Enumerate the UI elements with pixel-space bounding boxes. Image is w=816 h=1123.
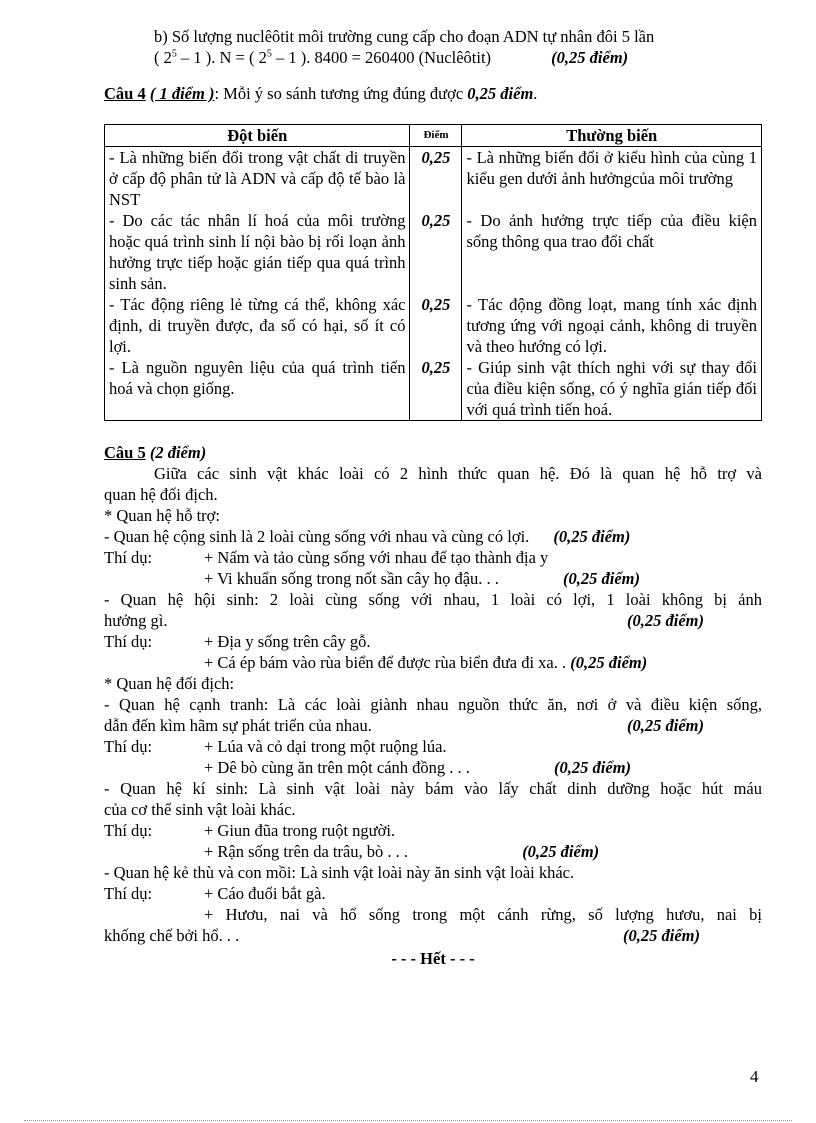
- table-row: [105, 294, 762, 357]
- header-mutation: Đột biến: [105, 125, 410, 147]
- formula-part1: ( 2: [154, 48, 172, 67]
- commensal-line-2: [104, 610, 762, 631]
- modification-cell: - Là những biến đổi ở kiểu hình của cùng 1 kiểu gen dưới ảnh hưởngcủa môi trường: [462, 147, 762, 211]
- example-text: + Nấm và tảo cùng sống với nhau để tạo thành địa y: [204, 548, 549, 567]
- mutation-cell: - Do các tác nhân lí hoá của môi trường hoặc quá trình sinh lí nội bào bị rối loạn ảnh hưởng trực tiếp hoặc gián tiếp qua quá trình sinh sản.: [105, 210, 410, 294]
- q5-intro-2: quan hệ đối địch.: [104, 485, 218, 504]
- example-text: khống chế bởi hổ. . .: [104, 926, 240, 945]
- example-label: Thí dụ:: [104, 548, 153, 567]
- q4-title: Câu 4: [104, 84, 146, 103]
- modification-cell: - Giúp sinh vật thích nghi với sự thay đổi của điều kiện sống, có ý nghĩa gián tiếp đối với quá trình tiến hoá.: [462, 357, 762, 421]
- part-b-formula: [104, 47, 762, 68]
- formula-part3: – 1 ). 8400 = 260400 (Nuclêôtit): [271, 48, 492, 67]
- score-cell: 0,25: [410, 294, 462, 357]
- score-label: (0,25 điểm): [522, 842, 600, 861]
- example-text: + Giun đũa trong ruột người.: [204, 821, 396, 840]
- predation-line: - Quan hệ kẻ thù và con mồi: Là sinh vật loài này ăn sinh vật loài khác.: [104, 863, 575, 882]
- modification-cell: - Do ảnh hưởng trực tiếp của điều kiện sống thông qua trao đổi chất: [462, 210, 762, 294]
- header-score: Điểm: [410, 125, 462, 147]
- part-b-score: (0,25 điểm): [551, 48, 629, 67]
- table-row: [105, 147, 762, 211]
- q5-intro-1: Giữa các sinh vật khác loài có 2 hình thức quan hệ. Đó là quan hệ hỗ trợ và: [154, 464, 762, 483]
- table-row: [105, 357, 762, 421]
- page-number: 4: [750, 1067, 759, 1086]
- example-row: [104, 841, 762, 862]
- example-text: + Dê bò cùng ăn trên một cánh đồng . . .: [204, 758, 470, 777]
- part-b-line1: b) Số lượng nuclêôtit môi trường cung cấp cho đoạn ADN tự nhân đôi 5 lần: [154, 27, 655, 46]
- example-row: [104, 568, 762, 589]
- q4-heading: [104, 83, 762, 104]
- example-row: [104, 652, 762, 673]
- competition-line-1: - Quan hệ cạnh tranh: Là các loài giành nhau nguồn thức ăn, nơi ở và điều kiện sống,: [104, 695, 762, 714]
- score-cell: 0,25: [410, 357, 462, 421]
- formula-part2: – 1 ). N = ( 2: [176, 48, 267, 67]
- opposing-heading: * Quan hệ đối địch:: [104, 674, 235, 693]
- example-label: Thí dụ:: [104, 821, 153, 840]
- example-row: [104, 757, 762, 778]
- example-row: [104, 631, 762, 652]
- footer-divider: [24, 1120, 792, 1121]
- predation-line-end: [104, 925, 762, 946]
- score-label: (0,25 điểm): [553, 527, 631, 546]
- commensal-line-1: - Quan hệ hội sinh: 2 loài cùng sống với nhau, 1 loài có lợi, 1 loài không bị ảnh: [104, 590, 762, 609]
- formula-exp2: 5: [266, 48, 272, 60]
- score-cell: 0,25: [410, 147, 462, 211]
- parasitism-line-1: - Quan hệ kí sinh: Là sinh vật loài này bám vào lấy chất dinh dưỡng hoặc hút máu: [104, 779, 762, 798]
- example-text: + Hươu, nai và hổ sống trong một cánh rừng, số lượng hươu, nai bị: [204, 905, 762, 924]
- mutation-cell: - Là những biến đổi trong vật chất di truyền ở cấp độ phân tử là ADN và cấp độ tế bào là NST: [105, 147, 410, 211]
- example-text: + Cá ép bám vào rùa biển để được rùa biển đưa đi xa. .: [204, 653, 567, 672]
- competition-line-2: [104, 715, 762, 736]
- document-page: [104, 26, 762, 969]
- example-text: + Cáo đuổi bắt gà.: [204, 884, 326, 903]
- q5-heading: [104, 442, 762, 463]
- example-text: + Vi khuẩn sống trong nốt sần cây họ đậu. . .: [204, 569, 499, 588]
- symbiosis-text: - Quan hệ cộng sinh là 2 loài cùng sống với nhau và cùng có lợi.: [104, 527, 530, 546]
- mutation-cell: - Là nguồn nguyên liệu của quá trình tiến hoá và chọn giống.: [105, 357, 410, 421]
- q5-points: (2 điểm): [149, 443, 207, 462]
- score-label: (0,25 điểm): [623, 926, 700, 945]
- q5-title: Câu 5: [104, 443, 146, 462]
- example-row: [104, 883, 762, 904]
- support-heading: * Quan hệ hỗ trợ:: [104, 506, 220, 525]
- q4-intro: : Mỗi ý so sánh tương ứng đúng được: [214, 84, 468, 103]
- commensal-text: hưởng gì.: [104, 611, 168, 630]
- example-row: [104, 820, 762, 841]
- score-label: (0,25 điểm): [563, 569, 640, 588]
- table-header-row: [105, 125, 762, 147]
- parasitism-line-2: của cơ thể sinh vật loài khác.: [104, 800, 296, 819]
- header-modification: Thường biến: [462, 125, 762, 147]
- example-label: Thí dụ:: [104, 737, 153, 756]
- example-text-with-score: [204, 652, 762, 673]
- example-text-with-score: [204, 757, 762, 778]
- q4-intro-score: 0,25 điểm: [467, 84, 534, 103]
- score-label: (0,25 điểm): [554, 758, 632, 777]
- q4-points: ( 1 điểm ): [149, 84, 215, 103]
- score-label: (0,25 điểm): [570, 653, 648, 672]
- score-cell: 0,25: [410, 210, 462, 294]
- formula-exp1: 5: [171, 48, 177, 60]
- example-row: [104, 904, 762, 925]
- score-label: (0,25 điểm): [627, 716, 704, 735]
- example-text: + Lúa và cỏ dại trong một ruộng lúa.: [204, 737, 447, 756]
- table-row: [105, 210, 762, 294]
- example-label: Thí dụ:: [104, 632, 153, 651]
- example-text: + Địa y sống trên cây gỗ.: [204, 632, 371, 651]
- example-label: Thí dụ:: [104, 884, 153, 903]
- example-row: [104, 547, 762, 568]
- example-text-with-score: [204, 568, 762, 589]
- mutation-cell: - Tác động riêng lẻ từng cá thể, không xác định, di truyền được, đa số có hại, số ít có lợi.: [105, 294, 410, 357]
- end-marker: - - - Hết - - -: [391, 949, 475, 968]
- modification-cell: - Tác động đồng loạt, mang tính xác định tương ứng với ngoại cảnh, không di truyền và theo hướng có lợi.: [462, 294, 762, 357]
- q4-intro-end: .: [533, 84, 538, 103]
- competition-text: dẫn đến kìm hãm sự phát triển của nhau.: [104, 716, 372, 735]
- score-label: (0,25 điểm): [627, 611, 704, 630]
- symbiosis-line: [104, 526, 762, 547]
- comparison-table: [104, 124, 762, 421]
- example-text: + Rận sống trên da trâu, bò . . .: [204, 842, 409, 861]
- example-row: [104, 736, 762, 757]
- example-text-with-score: [204, 841, 762, 862]
